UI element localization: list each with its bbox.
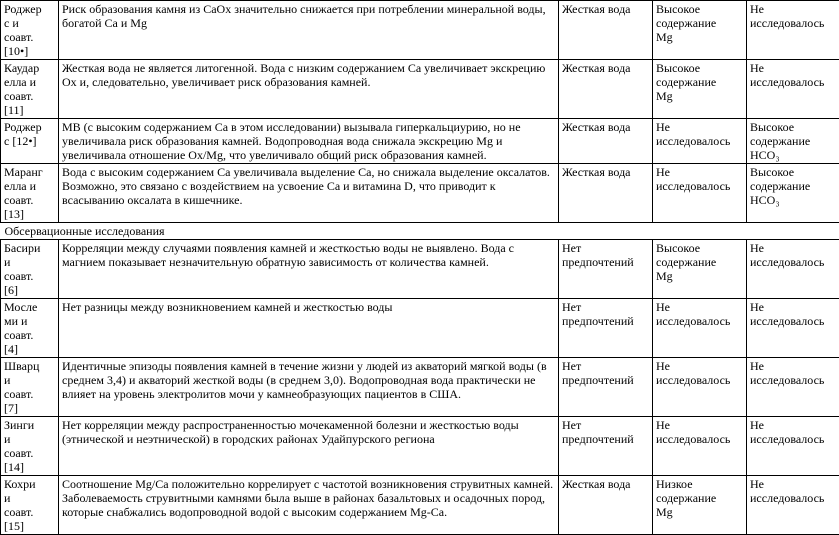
mg-content: Высокое содержание Mg	[653, 60, 747, 119]
table-row	[1, 240, 839, 299]
table-row	[1, 164, 839, 223]
water-type: Жесткая вода	[559, 164, 653, 223]
mg-content: Не исследовалось	[653, 299, 747, 358]
other-content: Не исследовалось	[747, 476, 839, 535]
mg-content: Низкое содержание Mg	[653, 476, 747, 535]
study-finding: Жесткая вода не является литогенной. Вода с низким содержанием Ca увеличивает экскрецию Ox и, следовательно, увеличивает риск образования камней.	[59, 60, 559, 119]
study-ref: Шварц и соавт. [7]	[1, 358, 59, 417]
mg-content: Не исследовалось	[653, 164, 747, 223]
table-row	[1, 1, 839, 60]
water-type: Жесткая вода	[559, 476, 653, 535]
water-type: Нет предпочтений	[559, 417, 653, 476]
other-content: Не исследовалось	[747, 1, 839, 60]
study-ref: Басири и соавт. [6]	[1, 240, 59, 299]
study-ref: Маранг елла и соавт. [13]	[1, 164, 59, 223]
table-row	[1, 417, 839, 476]
water-type: Нет предпочтений	[559, 358, 653, 417]
other-content: Не исследовалось	[747, 299, 839, 358]
water-type: Нет предпочтений	[559, 240, 653, 299]
study-finding: Нет разницы между возникновением камней и жесткостью воды	[59, 299, 559, 358]
section-row	[1, 223, 839, 240]
mg-content: Не исследовалось	[653, 358, 747, 417]
table-row	[1, 60, 839, 119]
water-type: Жесткая вода	[559, 1, 653, 60]
other-content: Не исследовалось	[747, 417, 839, 476]
study-finding: Идентичные эпизоды появления камней в течение жизни у людей из акваторий мягкой воды (в среднем 3,4) и акваторий жесткой воды (в среднем 3,0). Водопроводная вода практически не влияет на уровень электролитов мочи у камнеобразующих пациентов в США.	[59, 358, 559, 417]
study-finding: Риск образования камня из CaOx значительно снижается при потреблении минеральной воды, богатой Ca и Mg	[59, 1, 559, 60]
other-content: Не исследовалось	[747, 358, 839, 417]
table-row	[1, 299, 839, 358]
water-type: Жесткая вода	[559, 60, 653, 119]
study-ref: Роджер с и соавт. [10•]	[1, 1, 59, 60]
study-finding: Корреляции между случаями появления камней и жесткостью воды не выявлено. Вода с магнием показывает незначительную обратную зависимость от количества камней.	[59, 240, 559, 299]
study-ref: Кохри и соавт. [15]	[1, 476, 59, 535]
mg-content: Не исследовалось	[653, 417, 747, 476]
table-row	[1, 476, 839, 535]
other-content: Высокое содержание HCO₃	[747, 119, 839, 164]
study-finding: Нет корреляции между распространенностью мочекаменной болезни и жесткостью воды (этнической и неэтнической) в городских районах Удайпурского региона	[59, 417, 559, 476]
mg-content: Не исследовалось	[653, 119, 747, 164]
section-title: Обсервационные исследования	[1, 223, 839, 240]
study-ref: Зинги и соавт. [14]	[1, 417, 59, 476]
table-row	[1, 358, 839, 417]
study-ref: Каудар елла и соавт. [11]	[1, 60, 59, 119]
other-content: Не исследовалось	[747, 240, 839, 299]
study-ref: Роджер с [12•]	[1, 119, 59, 164]
mg-content: Высокое содержание Mg	[653, 1, 747, 60]
study-finding: Вода с высоким содержанием Ca увеличивала выделение Ca, но снижала выделение оксалатов. Возможно, это связано с воздействием на усвоение Ca и витамина D, что приводит к всасыванию оксалата в кишечнике.	[59, 164, 559, 223]
other-content: Высокое содержание HCO₃	[747, 164, 839, 223]
other-content: Не исследовалось	[747, 60, 839, 119]
study-finding: МВ (с высоким содержанием Ca в этом исследовании) вызывала гиперкальциурию, но не увеличивала риск образования камней. Водопроводная вода снижала экскрецию Mg и увеличивала отношение Ox/Mg, что увеличивало общий риск образования камней.	[59, 119, 559, 164]
study-finding: Соотношение Mg/Ca положительно коррелирует с частотой возникновения струвитных камней. Заболеваемость струвитными камнями была выше в районах базальтовых и осадочных пород, которые снабжались водопроводной водой с высоким содержанием Mg-Ca.	[59, 476, 559, 535]
water-type: Жесткая вода	[559, 119, 653, 164]
study-ref: Мосле ми и соавт. [4]	[1, 299, 59, 358]
table-row	[1, 119, 839, 164]
water-type: Нет предпочтений	[559, 299, 653, 358]
mg-content: Высокое содержание Mg	[653, 240, 747, 299]
